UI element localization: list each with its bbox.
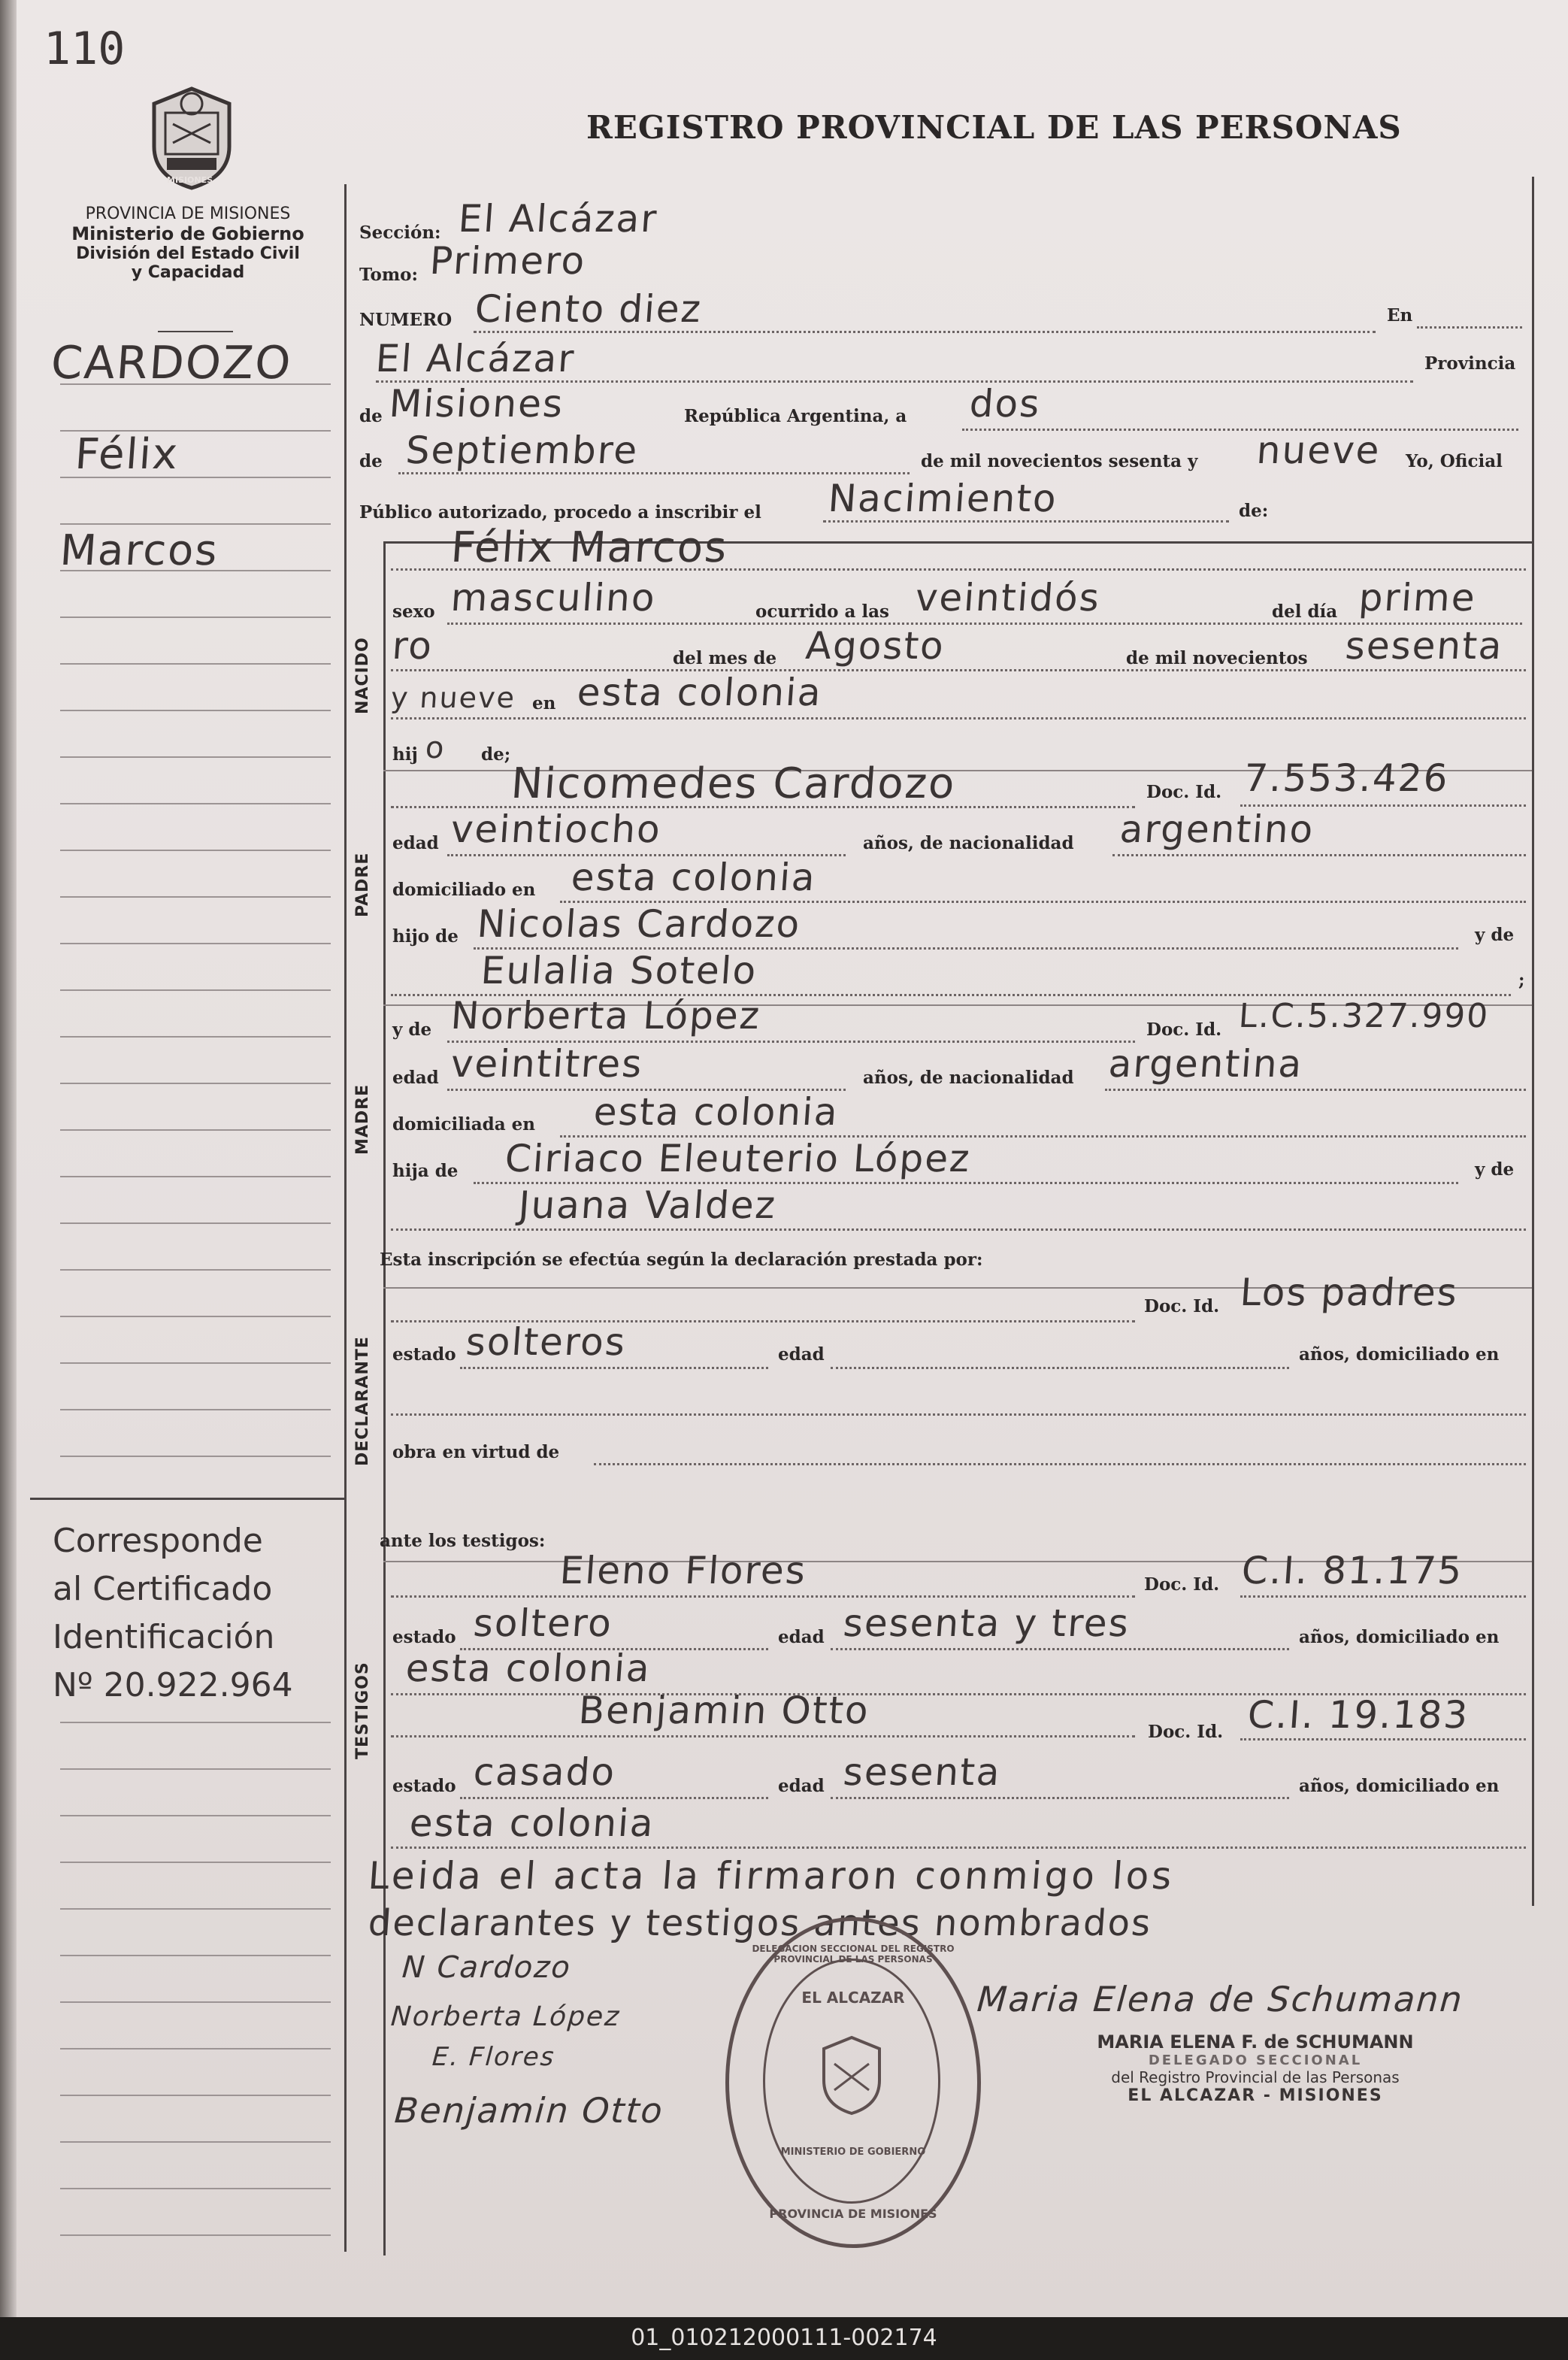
label-declarante-doc: Doc. Id. [1144, 1296, 1220, 1316]
label-declaracion: Esta inscripción se efectúa según la declaración prestada por: [380, 1250, 983, 1270]
dots-obra [594, 1463, 1526, 1465]
margin-rule [60, 989, 331, 991]
label-en2: en [532, 693, 556, 713]
dots-madre-madre [391, 1228, 1526, 1231]
section-label-madre: MADRE [353, 1083, 372, 1155]
margin-rule [60, 1409, 331, 1410]
value-testigo2-nombre: Benjamin Otto [577, 1689, 871, 1732]
margin-rule [60, 617, 331, 618]
label-testigo2-anos-dom: años, domiciliado en [1299, 1776, 1500, 1796]
value-testigo1-nombre: Eleno Flores [558, 1549, 808, 1592]
margin-first-name: Félix [73, 430, 181, 479]
label-declarante-edad: edad [778, 1344, 825, 1365]
seal-coat-of-arms-icon [818, 2034, 885, 2119]
label-testigo1-edad: edad [778, 1627, 825, 1647]
margin-rule [60, 1722, 331, 1723]
value-hora: veintidós [913, 576, 1102, 620]
dots-testigo1-edad [831, 1648, 1289, 1650]
label-madre-anos-nac: años, de nacionalidad [863, 1068, 1074, 1088]
margin-rule [60, 943, 331, 944]
value-anio-nac-a: sesenta [1343, 624, 1505, 668]
value-madre-madre: Juana Valdez [516, 1183, 778, 1227]
label-sexo: sexo [392, 601, 435, 622]
value-dia-nac-b: ro [390, 624, 435, 668]
dots-lugar-nac [391, 717, 1526, 720]
value-declarante-estado: solteros [464, 1320, 628, 1364]
document-title: REGISTRO PROVINCIAL DE LAS PERSONAS [586, 109, 1402, 146]
label-yo-oficial: Yo, Oficial [1406, 451, 1503, 471]
dots-dia [962, 429, 1518, 431]
label-padre-semicolon: ; [1518, 970, 1525, 990]
dots-testigo2-nombre [391, 1735, 1135, 1737]
dots-en [1417, 326, 1522, 329]
value-testigo2-edad: sesenta [841, 1750, 1003, 1794]
margin-rule [60, 1862, 331, 1863]
label-madre-y-de: y de [392, 1019, 432, 1040]
dots-madre-nac [1105, 1089, 1526, 1091]
value-testigo1-estado: soltero [471, 1601, 614, 1645]
dots-testigo2-edad [831, 1797, 1289, 1799]
label-ocurrido: ocurrido a las [755, 601, 889, 622]
margin-rule [60, 1456, 331, 1457]
dots-padre-doc [1240, 804, 1526, 807]
label-declarante-estado: estado [392, 1344, 456, 1365]
label-de-provincia: de [359, 406, 383, 426]
margin-rule [60, 1955, 331, 1956]
official-stamp-registry: del Registro Provincial de las Personas [1111, 2068, 1400, 2086]
label-tomo: Tomo: [359, 265, 418, 285]
label-del-dia: del día [1272, 601, 1338, 622]
header-left [45, 204, 331, 282]
margin-rule [60, 1083, 331, 1084]
section-label-padre: PADRE [353, 852, 372, 917]
value-madre-nac: argentina [1106, 1042, 1305, 1086]
value-padre-hijo-de: Nicolas Cardozo [475, 902, 803, 946]
margin-rule [60, 2095, 331, 2096]
label-hij: hij [392, 744, 418, 765]
margin-rule [60, 663, 331, 665]
closing-line-2: declarantes y testigos antes nombrados [367, 1902, 1154, 1944]
label-madre-edad: edad [392, 1068, 439, 1088]
label-padre-y-de: y de [1475, 925, 1515, 945]
margin-rule [60, 2141, 331, 2143]
margin-note-line-3: Identificación [53, 1618, 275, 1656]
value-declarante-doc: Los padres [1238, 1271, 1460, 1314]
signature-1: N Cardozo [401, 1950, 573, 1985]
dots-mes [398, 472, 910, 474]
binding-edge [0, 0, 17, 2317]
value-numero: Ciento diez [473, 287, 704, 331]
margin-note-line-4: Nº 20.922.964 [53, 1666, 293, 1704]
value-madre-dom: esta colonia [592, 1090, 840, 1134]
dots-numero [474, 331, 1376, 333]
value-madre-hija-de: Ciriaco Eleuterio López [503, 1137, 973, 1180]
margin-divider [344, 184, 347, 2252]
dots-declarante-dom [391, 1413, 1526, 1416]
value-mes: Septiembre [404, 429, 640, 472]
value-testigo1-dom: esta colonia [404, 1647, 652, 1690]
margin-rule [60, 2234, 331, 2236]
section-label-testigos: TESTIGOS [353, 1662, 372, 1759]
official-stamp-name: MARIA ELENA F. de SCHUMANN [1097, 2031, 1414, 2053]
margin-rule [60, 1222, 331, 1224]
value-dia-nac-a: prime [1357, 576, 1478, 620]
header-ministry: Ministerio de Gobierno [71, 223, 304, 244]
value-lugar: El Alcázar [374, 337, 577, 380]
margin-rule [60, 2001, 331, 2003]
value-madre-nombre: Norberta López [449, 994, 763, 1038]
dots-acto [823, 520, 1229, 523]
value-padre-nombre: Nicomedes Cardozo [509, 759, 958, 808]
label-en: En [1387, 305, 1413, 326]
margin-rule [60, 2188, 331, 2189]
value-madre-doc: L.C.5.327.990 [1237, 997, 1491, 1035]
margin-rule [60, 1129, 331, 1131]
margin-rule [60, 1316, 331, 1317]
seal-outer-text: DELEGACION SECCIONAL DEL REGISTRO PROVINCIAL DE LAS PERSONAS [752, 1943, 955, 1965]
value-testigo2-estado: casado [471, 1750, 618, 1794]
value-testigo2-doc: C.I. 19.183 [1246, 1693, 1471, 1737]
margin-rule [60, 1176, 331, 1177]
label-padre-doc: Doc. Id. [1146, 782, 1222, 802]
value-padre-edad: veintiocho [449, 807, 663, 851]
label-publico: Público autorizado, procedo a inscribir el [359, 502, 761, 523]
margin-note-line-1: Corresponde [53, 1522, 263, 1560]
value-provincia: Misiones [387, 382, 566, 426]
dots-declarante-edad [831, 1367, 1289, 1369]
official-stamp-place: EL ALCAZAR - MISIONES [1128, 2086, 1383, 2105]
signature-3: E. Flores [431, 2042, 556, 2072]
label-padre-anos-nac: años, de nacionalidad [863, 833, 1074, 853]
official-stamp [1045, 2031, 1466, 2105]
label-padre-edad: edad [392, 833, 439, 853]
section-label-declarante: DECLARANTE [353, 1336, 372, 1466]
label-de-colon: de: [1239, 501, 1269, 521]
footer-image-id: 01_010212000111-002174 [631, 2325, 937, 2351]
value-padre-dom: esta colonia [569, 856, 818, 899]
emblem-text: MISIONES [167, 175, 213, 185]
label-del-mes: del mes de [673, 648, 777, 668]
header-province: PROVINCIA DE MISIONES [85, 204, 291, 223]
signature-2: Norberta López [389, 2001, 622, 2032]
label-padre-domiciliado: domiciliado en [392, 880, 536, 900]
value-testigo1-doc: C.I. 81.175 [1240, 1549, 1465, 1592]
dots-testigo2-estado [460, 1797, 768, 1799]
label-provincia: Provincia [1424, 353, 1516, 374]
margin-rule [60, 803, 331, 804]
label-testigo1-estado: estado [392, 1627, 456, 1647]
value-anio-nac-b: y nueve [389, 681, 517, 714]
value-hij-sufijo: o [424, 731, 447, 765]
dots-padre-nac [1112, 854, 1526, 856]
label-madre-doc: Doc. Id. [1146, 1019, 1222, 1040]
margin-surname: CARDOZO [49, 337, 294, 389]
margin-rule [60, 1815, 331, 1816]
label-testigo2-edad: edad [778, 1776, 825, 1796]
label-mil: de mil novecientos sesenta y [921, 451, 1198, 471]
dots-nombre [391, 568, 1526, 571]
margin-rule [60, 1269, 331, 1271]
header-underline [158, 331, 233, 332]
value-testigo1-edad: sesenta y tres [841, 1601, 1131, 1645]
value-tomo: Primero [428, 239, 588, 283]
label-padre-hijo-de: hijo de [392, 926, 459, 947]
value-testigo2-dom: esta colonia [407, 1801, 656, 1845]
seal-bottom-text: PROVINCIA DE MISIONES [769, 2207, 937, 2221]
label-numero: NUMERO [359, 310, 453, 330]
value-padre-madre: Eulalia Sotelo [479, 949, 759, 992]
margin-rule [60, 1908, 331, 1910]
margin-second-name: Marcos [58, 526, 220, 575]
closing-line-1: Leida el acta la firmaron conmigo los [366, 1854, 1176, 1898]
label-testigos: ante los testigos: [380, 1531, 546, 1551]
label-declarante-anos-dom: años, domiciliado en [1299, 1344, 1500, 1365]
value-sexo: masculino [449, 576, 658, 620]
margin-rule [60, 710, 331, 711]
page-number: 110 [44, 23, 126, 75]
label-madre-hija-de: hija de [392, 1161, 459, 1181]
value-nombre: Félix Marcos [449, 523, 730, 572]
seal-ministry-text: MINISTERIO DE GOBIERNO [780, 2146, 926, 2158]
value-madre-edad: veintitres [449, 1042, 645, 1086]
label-madre-y-de-2: y de [1475, 1159, 1515, 1180]
margin-note [53, 1517, 293, 1710]
margin-rule [60, 896, 331, 898]
label-testigo1-anos-dom: años, domiciliado en [1299, 1627, 1500, 1647]
header-capacity: y Capacidad [131, 263, 245, 282]
label-madre-domiciliada: domiciliada en [392, 1114, 535, 1135]
value-padre-nac: argentino [1118, 807, 1316, 851]
label-mil2: de mil novecientos [1126, 648, 1308, 668]
value-mes-nac: Agosto [804, 624, 946, 668]
label-de-semi: de; [481, 744, 511, 765]
margin-rule [60, 523, 331, 525]
value-anio: nueve [1255, 429, 1382, 472]
label-testigo2-doc: Doc. Id. [1148, 1722, 1224, 1742]
label-de-mes: de [359, 451, 383, 471]
margin-rule [60, 1036, 331, 1038]
section-label-nacido: NACIDO [353, 637, 372, 714]
dots-declarante-estado [460, 1367, 768, 1369]
dots-testigo2-doc [1240, 1738, 1526, 1740]
dots-testigo2-dom [391, 1846, 1526, 1849]
margin-note-top-rule [30, 1498, 346, 1500]
dots-testigo1-doc [1240, 1595, 1526, 1598]
label-obra: obra en virtud de [392, 1442, 560, 1462]
margin-note-line-2: al Certificado [53, 1570, 273, 1608]
section-divider [383, 541, 386, 2255]
dots-dia-nac [391, 669, 1526, 671]
value-padre-doc: 7.553.426 [1242, 756, 1451, 800]
footer-bar [0, 2317, 1568, 2360]
label-testigo2-estado: estado [392, 1776, 456, 1796]
margin-rule [60, 2048, 331, 2049]
margin-rule [60, 1768, 331, 1770]
value-acto: Nacimiento [826, 477, 1059, 520]
margin-rule [60, 1362, 331, 1364]
dots-testigo1-nombre [391, 1595, 1135, 1598]
label-testigo1-doc: Doc. Id. [1144, 1574, 1220, 1595]
signature-4: Benjamin Otto [393, 2090, 665, 2131]
seal-inner-text: EL ALCAZAR [801, 1989, 905, 2007]
header-division: División del Estado Civil [76, 244, 300, 263]
round-seal-stamp [725, 1917, 981, 2248]
official-stamp-title: DELEGADO SECCIONAL [1148, 2053, 1363, 2068]
margin-rule [60, 756, 331, 758]
value-dia: dos [967, 382, 1043, 426]
margin-rule [60, 850, 331, 851]
label-republica: República Argentina, a [684, 406, 907, 426]
right-frame [1532, 177, 1534, 1906]
value-lugar-nac: esta colonia [575, 671, 824, 714]
value-seccion: El Alcázar [456, 197, 660, 241]
label-seccion: Sección: [359, 223, 441, 243]
signature-official: Maria Elena de Schumann [976, 1979, 1465, 2019]
